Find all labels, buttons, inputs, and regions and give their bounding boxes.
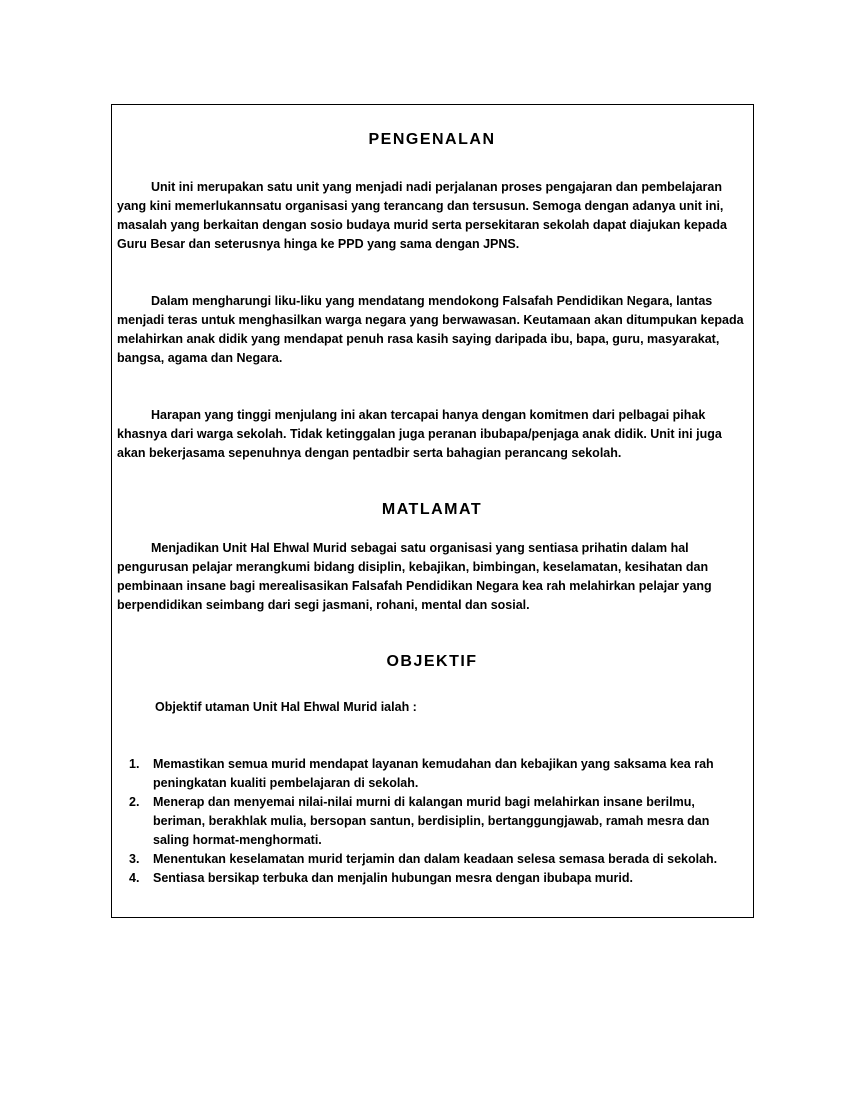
- list-item-number: 1.: [129, 757, 140, 771]
- list-item-text: Memastikan semua murid mendapat layanan kemudahan dan kebajikan yang saksama kea rah peningkatan kualiti pembelajaran di sekolah.: [153, 757, 714, 790]
- section-title-matlamat: MATLAMAT: [381, 501, 483, 518]
- list-item-text: Menerap dan menyemai nilai-nilai murni di kalangan murid bagi melahirkan insane berilmu, beriman, berakhlak mulia, bersopan santun, berdisiplin, bertanggungjawab, ramah mesra dan saling hormat-menghormati.: [153, 795, 710, 847]
- list-item: [117, 869, 747, 888]
- objektif-intro: Objektif utaman Unit Hal Ehwal Murid ialah :: [155, 700, 417, 714]
- objektif-list: [117, 755, 747, 888]
- pengenalan-paragraph-2: Dalam mengharungi liku-liku yang mendatang mendokong Falsafah Pendidikan Negara, lantas menjadi teras untuk menghasilkan warga negara yang berwawasan. Keutamaan akan ditumpukan kepada melahirkan anak didik yang mendapat penuh rasa kasih saying daripada ibu, bapa, guru, masyarakat, bangsa, agama dan Negara.: [117, 294, 744, 365]
- document-content: [117, 128, 747, 888]
- list-item-text: Menentukan keselamatan murid terjamin dan dalam keadaan selesa semasa berada di sekolah.: [153, 852, 718, 866]
- matlamat-paragraph: Menjadikan Unit Hal Ehwal Murid sebagai satu organisasi yang sentiasa prihatin dalam hal pengurusan pelajar merangkumi bidang disiplin, kebajikan, bimbingan, keselamatan, kesihatan dan pembinaan insane bagi merealisasikan Falsafah Pendidikan Negara kea rah melahirkan pelajar yang berpendidikan seimbang dari segi jasmani, rohani, mental dan sosial.: [117, 541, 712, 612]
- list-item: [117, 793, 747, 850]
- list-item-number: 2.: [129, 795, 140, 809]
- section-title-objektif: OBJEKTIF: [386, 653, 478, 670]
- list-item: [117, 850, 747, 869]
- list-item-number: 4.: [129, 871, 140, 885]
- list-item-text: Sentiasa bersikap terbuka dan menjalin hubungan mesra dengan ibubapa murid.: [153, 871, 633, 885]
- pengenalan-paragraph-3: Harapan yang tinggi menjulang ini akan tercapai hanya dengan komitmen dari pelbagai pihak khasnya dari warga sekolah. Tidak ketinggalan juga peranan ibubapa/penjaga anak didik. Unit ini juga akan bekerjasama sepenuhnya dengan pentadbir serta bahagian perancang sekolah.: [117, 408, 722, 460]
- list-item-number: 3.: [129, 852, 140, 866]
- list-item: [117, 755, 747, 793]
- section-title-pengenalan: PENGENALAN: [368, 131, 496, 148]
- pengenalan-paragraph-1: Unit ini merupakan satu unit yang menjadi nadi perjalanan proses pengajaran dan pembelajaran yang kini memerlukannsatu organisasi yang terancang dan tersusun. Semoga dengan adanya unit ini, masalah yang berkaitan dengan sosio budaya murid serta persekitaran sekolah dapat diajukan kepada Guru Besar dan seterusnya hinga ke PPD yang sama dengan JPNS.: [117, 180, 727, 251]
